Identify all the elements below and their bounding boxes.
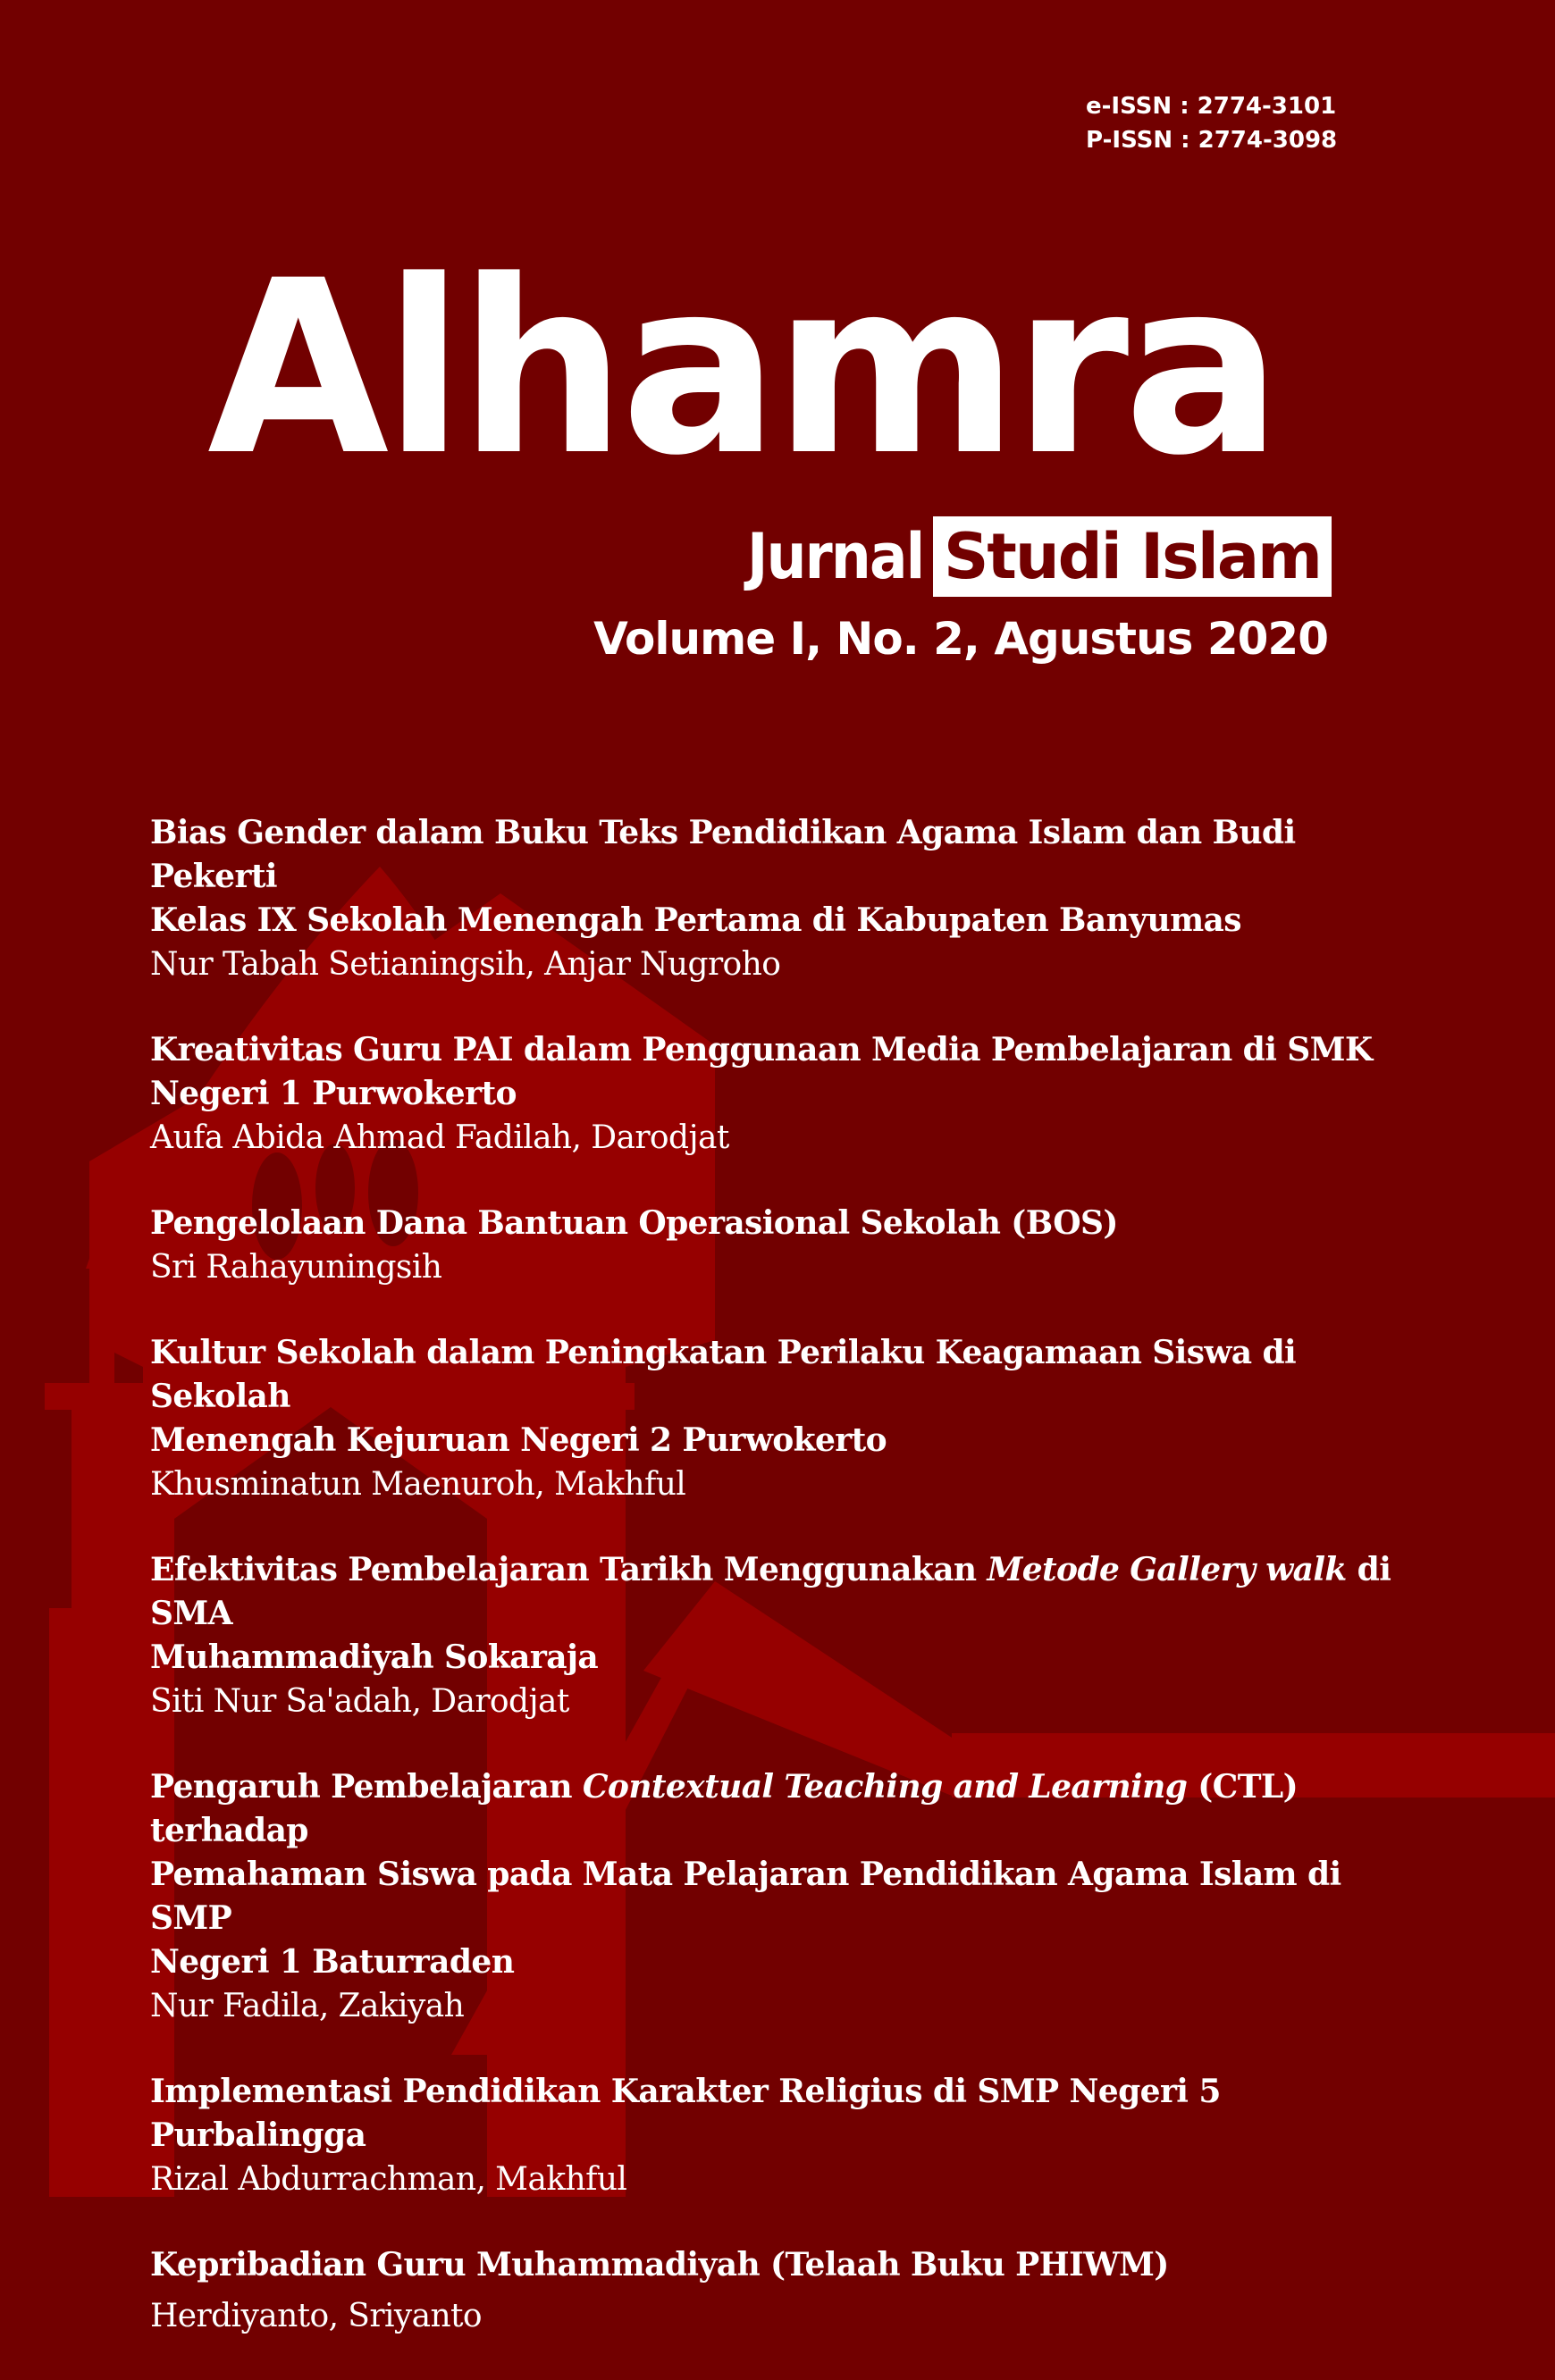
article-title-line: Kepribadian Guru Muhammadiyah (Telaah Buku PHIWM) (150, 2246, 1169, 2284)
article-title-line: Menengah Kejuruan Negeri 2 Purwokerto (150, 1421, 887, 1459)
article-entry (150, 2243, 1428, 2338)
article-title-line: Negeri 1 Purwokerto (150, 1075, 517, 1112)
article-entry (150, 1331, 1428, 1506)
title-italic-term: Metode Gallery walk (987, 1551, 1347, 1588)
article-authors: Rizal Abdurrachman, Makhful (150, 2161, 627, 2198)
issn-block (1086, 89, 1337, 157)
article-title (150, 811, 1428, 943)
journal-title: Alhamra (207, 230, 1277, 508)
article-title (150, 1202, 1428, 1245)
article-title-line: Negeri 1 Baturraden (150, 1943, 515, 1981)
article-authors: Aufa Abida Ahmad Fadilah, Darodjat (150, 1119, 729, 1156)
title-text: (CTL) terhadap (150, 1768, 1299, 1849)
article-entry (150, 811, 1428, 986)
article-authors: Nur Fadila, Zakiyah (150, 1988, 465, 2024)
article-title (150, 2243, 1428, 2287)
article-title (150, 1331, 1428, 1462)
article-title-line: Kreativitas Guru PAI dalam Penggunaan Media Pembelajaran di SMK (150, 1031, 1373, 1068)
article-entry (150, 1202, 1428, 1289)
article-title (150, 1028, 1428, 1116)
title-text: di SMA (150, 1551, 1391, 1632)
article-title-line: Pengelolaan Dana Bantuan Operasional Sekolah (BOS) (150, 1204, 1118, 1242)
article-authors: Sri Rahayuningsih (150, 1249, 442, 1286)
article-title-line: Bias Gender dalam Buku Teks Pendidikan Agama Islam dan Budi Pekerti (150, 814, 1296, 895)
subtitle-highlight-box: Studi Islam (933, 516, 1332, 597)
p-issn: P-ISSN : 2774-3098 (1086, 127, 1338, 154)
article-entry (150, 1028, 1428, 1160)
article-entry (150, 1765, 1428, 2028)
title-italic-term: Contextual Teaching and Learning (582, 1768, 1188, 1806)
title-text: Efektivitas Pembelajaran Tarikh Menggunakan (150, 1551, 988, 1588)
table-of-contents (150, 811, 1428, 2380)
article-authors: Siti Nur Sa'adah, Darodjat (150, 1683, 569, 1720)
article-title-line (150, 1765, 1428, 1853)
article-entry (150, 1548, 1428, 1723)
e-issn: e-ISSN : 2774-3101 (1086, 93, 1337, 120)
article-title (150, 1548, 1428, 1680)
volume-issue-date: Volume I, No. 2, Agustus 2020 (593, 613, 1328, 665)
article-authors: Nur Tabah Setianingsih, Anjar Nugroho (150, 946, 781, 983)
article-title-line: Kultur Sekolah dalam Peningkatan Perilaku Keagamaan Siswa di Sekolah (150, 1334, 1297, 1415)
article-authors: Herdiyanto, Sriyanto (150, 2298, 482, 2334)
article-title-line: Pemahaman Siswa pada Mata Pelajaran Pendidikan Agama Islam di SMP (150, 1856, 1341, 1937)
article-title (150, 1765, 1428, 1984)
article-title-line (150, 1548, 1428, 1636)
article-entry (150, 2070, 1428, 2201)
article-authors: Khusminatun Maenuroh, Makhful (150, 1466, 686, 1503)
article-title-line: Kelas IX Sekolah Menengah Pertama di Kabupaten Banyumas (150, 901, 1241, 939)
title-text: Pengaruh Pembelajaran (150, 1768, 583, 1806)
journal-subtitle (727, 516, 1332, 597)
article-title-line: Implementasi Pendidikan Karakter Religius di SMP Negeri 5 Purbalingga (150, 2073, 1221, 2154)
article-title (150, 2070, 1428, 2158)
article-title-line: Muhammadiyah Sokaraja (150, 1638, 599, 1676)
subtitle-prefix: Jurnal (747, 520, 924, 593)
